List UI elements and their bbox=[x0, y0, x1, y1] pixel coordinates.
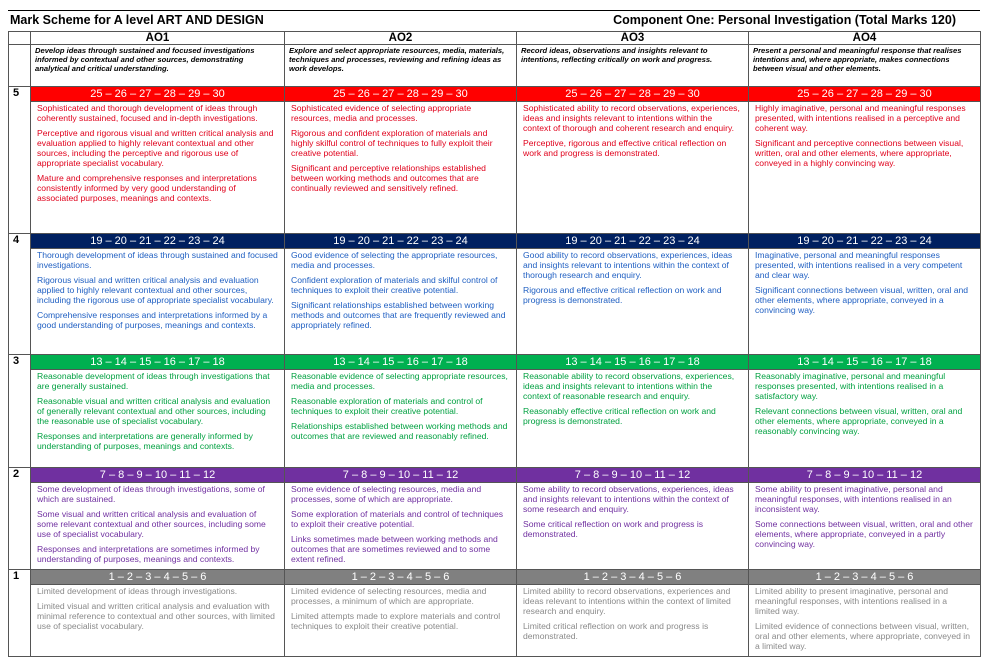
mark-scheme-table bbox=[8, 31, 981, 657]
level-2-marks-row bbox=[9, 468, 981, 483]
level-1-criteria-row bbox=[9, 585, 981, 657]
objective-header-row bbox=[9, 32, 981, 45]
criteria-text: Some exploration of materials and control of techniques to exploit their creative potential. bbox=[291, 509, 504, 529]
criteria-cell-ao1 bbox=[31, 483, 285, 570]
mark-range-ao4: 13 – 14 – 15 – 16 – 17 – 18 bbox=[749, 355, 981, 370]
criteria-text: Limited evidence of connections between visual, written, oral and other elements, where appropriate, conveyed in a limited way. bbox=[755, 621, 970, 651]
level-3-marks-row bbox=[9, 355, 981, 370]
criteria-cell-ao1 bbox=[31, 370, 285, 468]
criteria-text: Links sometimes made between working methods and outcomes that are sometimes reviewed and to some extent refined. bbox=[291, 534, 498, 564]
mark-range-ao4: 1 – 2 – 3 – 4 – 5 – 6 bbox=[749, 570, 981, 585]
criteria-cell-ao4 bbox=[749, 585, 981, 657]
criteria-text: Some critical reflection on work and progress is demonstrated. bbox=[523, 519, 704, 539]
criteria-text: Limited ability to record observations, experiences and ideas relevant to intentions within the context of limited research and enquiry. bbox=[523, 586, 731, 616]
level-number: 4 bbox=[9, 234, 31, 355]
criteria-text: Significant and perceptive relationships established between working methods and outcomes that are continually reviewed and sensitively refined. bbox=[291, 163, 486, 193]
criteria-text: Limited attempts made to explore materials and control techniques to exploit their creative potential. bbox=[291, 611, 501, 631]
criteria-text: Limited ability to present imaginative, personal and meaningful responses, with intentions realised in a limited way. bbox=[755, 586, 948, 616]
objective-description-row bbox=[9, 45, 981, 87]
component-title: Component One: Personal Investigation (Total Marks 120) bbox=[613, 13, 956, 27]
criteria-text: Thorough development of ideas through sustained and focused investigations. bbox=[37, 250, 278, 270]
criteria-text: Relationships established between working methods and outcomes that are reviewed and reasonably refined. bbox=[291, 421, 508, 441]
objective-description-ao3: Record ideas, observations and insights relevant to intentions, reflecting critically on work and progress. bbox=[517, 45, 749, 87]
mark-range-ao1: 7 – 8 – 9 – 10 – 11 – 12 bbox=[31, 468, 285, 483]
mark-range-ao2: 19 – 20 – 21 – 22 – 23 – 24 bbox=[285, 234, 517, 249]
criteria-text: Significant relationships established between working methods and outcomes that are frequently reviewed and appropriately refined. bbox=[291, 300, 506, 330]
objective-description-ao1: Develop ideas through sustained and focused investigations informed by contextual and other sources, demonstrating analytical and critical understanding. bbox=[31, 45, 285, 87]
mark-range-ao2: 7 – 8 – 9 – 10 – 11 – 12 bbox=[285, 468, 517, 483]
corner-cell bbox=[9, 32, 31, 45]
objective-code-ao1: AO1 bbox=[31, 32, 285, 45]
criteria-text: Responses and interpretations are sometimes informed by understanding of purposes, meanings and contexts. bbox=[37, 544, 260, 564]
criteria-cell-ao4 bbox=[749, 249, 981, 355]
criteria-cell-ao4 bbox=[749, 483, 981, 570]
objective-description-ao4: Present a personal and meaningful response that realises intentions and, where appropriate, makes connections between visual and other elements. bbox=[749, 45, 981, 87]
criteria-text: Some evidence of selecting resources, media and processes, some of which are appropriate. bbox=[291, 484, 482, 504]
criteria-text: Comprehensive responses and interpretations informed by a good understanding of purposes, meanings and contexts. bbox=[37, 310, 268, 330]
criteria-text: Some ability to present imaginative, personal and meaningful responses, with intentions realised in an inconsistent way. bbox=[755, 484, 952, 514]
criteria-text: Good evidence of selecting the appropriate resources, media and processes. bbox=[291, 250, 498, 270]
level-5-marks-row bbox=[9, 87, 981, 102]
criteria-text: Some ability to record observations, experiences, ideas and insights relevant to intentions within the context of some research and enquiry. bbox=[523, 484, 734, 514]
criteria-cell-ao2 bbox=[285, 483, 517, 570]
objective-code-ao2: AO2 bbox=[285, 32, 517, 45]
mark-range-ao3: 7 – 8 – 9 – 10 – 11 – 12 bbox=[517, 468, 749, 483]
criteria-cell-ao3 bbox=[517, 370, 749, 468]
criteria-text: Sophisticated and thorough development of ideas through coherently sustained, focused and in-depth investigations. bbox=[37, 103, 258, 123]
criteria-text: Rigorous and confident exploration of materials and highly skilful control of techniques to fully exploit their creative potential. bbox=[291, 128, 493, 158]
criteria-text: Responses and interpretations are generally informed by understanding of purposes, meanings and contexts. bbox=[37, 431, 253, 451]
mark-range-ao3: 1 – 2 – 3 – 4 – 5 – 6 bbox=[517, 570, 749, 585]
criteria-text: Mature and comprehensive responses and interpretations consistently informed by very good understanding of associated purposes, meanings and contexts. bbox=[37, 173, 257, 203]
level-number: 3 bbox=[9, 355, 31, 468]
criteria-text: Sophisticated ability to record observations, experiences, ideas and insights relevant to intentions within the context of thorough and coherent research and enquiry. bbox=[523, 103, 740, 133]
mark-range-ao3: 19 – 20 – 21 – 22 – 23 – 24 bbox=[517, 234, 749, 249]
mark-range-ao3: 13 – 14 – 15 – 16 – 17 – 18 bbox=[517, 355, 749, 370]
mark-range-ao1: 1 – 2 – 3 – 4 – 5 – 6 bbox=[31, 570, 285, 585]
criteria-text: Reasonably imaginative, personal and meaningful responses presented, with intentions realised in a satisfactory way. bbox=[755, 371, 946, 401]
criteria-cell-ao1 bbox=[31, 249, 285, 355]
criteria-cell-ao2 bbox=[285, 249, 517, 355]
criteria-cell-ao2 bbox=[285, 585, 517, 657]
criteria-cell-ao2 bbox=[285, 102, 517, 234]
criteria-text: Reasonable exploration of materials and control of techniques to exploit their creative potential. bbox=[291, 396, 483, 416]
mark-range-ao1: 25 – 26 – 27 – 28 – 29 – 30 bbox=[31, 87, 285, 102]
criteria-text: Reasonable evidence of selecting appropriate resources, media and processes. bbox=[291, 371, 508, 391]
criteria-cell-ao3 bbox=[517, 585, 749, 657]
objective-code-ao4: AO4 bbox=[749, 32, 981, 45]
criteria-text: Significant connections between visual, written, oral and other elements, where appropriate, conveyed in a convincing way. bbox=[755, 285, 969, 315]
criteria-cell-ao1 bbox=[31, 102, 285, 234]
criteria-text: Relevant connections between visual, written, oral and other elements, where appropriate, conveyed in a reasonably convincing way. bbox=[755, 406, 963, 436]
objective-description-ao2: Explore and select appropriate resources, media, materials, techniques and processes, reviewing and refining ideas as work develops. bbox=[285, 45, 517, 87]
mark-range-ao2: 13 – 14 – 15 – 16 – 17 – 18 bbox=[285, 355, 517, 370]
mark-range-ao3: 25 – 26 – 27 – 28 – 29 – 30 bbox=[517, 87, 749, 102]
criteria-cell-ao3 bbox=[517, 249, 749, 355]
criteria-text: Limited visual and written critical analysis and evaluation with minimal reference to contextual and other sources, with limited use of specialist vocabulary. bbox=[37, 601, 275, 631]
mark-range-ao4: 7 – 8 – 9 – 10 – 11 – 12 bbox=[749, 468, 981, 483]
level-3-criteria-row bbox=[9, 370, 981, 468]
criteria-cell-ao4 bbox=[749, 370, 981, 468]
criteria-text: Reasonably effective critical reflection on work and progress is demonstrated. bbox=[523, 406, 716, 426]
criteria-text: Some visual and written critical analysis and evaluation of some relevant contextual and other sources, including some use of specialist vocabulary. bbox=[37, 509, 266, 539]
objective-code-ao3: AO3 bbox=[517, 32, 749, 45]
criteria-cell-ao3 bbox=[517, 483, 749, 570]
mark-range-ao4: 19 – 20 – 21 – 22 – 23 – 24 bbox=[749, 234, 981, 249]
criteria-text: Reasonable development of ideas through investigations that are generally sustained. bbox=[37, 371, 270, 391]
criteria-text: Perceptive and rigorous visual and written critical analysis and evaluation applied to highly relevant contextual and other sources, including the perceptive and rigorous use of appropriate specialist vocabulary. bbox=[37, 128, 274, 168]
criteria-cell-ao2 bbox=[285, 370, 517, 468]
criteria-text: Perceptive, rigorous and effective critical reflection on work and progress is demonstrated. bbox=[523, 138, 727, 158]
criteria-text: Rigorous and effective critical reflection on work and progress is demonstrated. bbox=[523, 285, 722, 305]
mark-range-ao4: 25 – 26 – 27 – 28 – 29 – 30 bbox=[749, 87, 981, 102]
criteria-text: Limited development of ideas through investigations. bbox=[37, 586, 238, 596]
criteria-text: Some development of ideas through investigations, some of which are sustained. bbox=[37, 484, 265, 504]
criteria-text: Good ability to record observations, experiences, ideas and insights relevant to intentions within the context of thorough research and enquiry. bbox=[523, 250, 733, 280]
criteria-text: Limited evidence of selecting resources, media and processes, a minimum of which are appropriate. bbox=[291, 586, 487, 606]
criteria-cell-ao4 bbox=[749, 102, 981, 234]
mark-scheme-page bbox=[8, 10, 980, 657]
criteria-text: Rigorous visual and written critical analysis and evaluation applied to highly relevant contextual and other sources, including the rigorous use of appropriate specialist vocabulary. bbox=[37, 275, 274, 305]
criteria-cell-ao3 bbox=[517, 102, 749, 234]
criteria-cell-ao1 bbox=[31, 585, 285, 657]
criteria-text: Highly imaginative, personal and meaningful responses presented, with intentions realised in a perceptive and coherent way. bbox=[755, 103, 966, 133]
mark-range-ao1: 19 – 20 – 21 – 22 – 23 – 24 bbox=[31, 234, 285, 249]
criteria-text: Confident exploration of materials and skilful control of techniques to exploit their creative potential. bbox=[291, 275, 498, 295]
criteria-text: Reasonable ability to record observations, experiences, ideas and insights relevant to intentions within the context of reasonable research and enquiry. bbox=[523, 371, 735, 401]
level-4-marks-row bbox=[9, 234, 981, 249]
level-5-criteria-row bbox=[9, 102, 981, 234]
criteria-text: Limited critical reflection on work and progress is demonstrated. bbox=[523, 621, 709, 641]
mark-range-ao1: 13 – 14 – 15 – 16 – 17 – 18 bbox=[31, 355, 285, 370]
level-number: 1 bbox=[9, 570, 31, 657]
level-1-marks-row bbox=[9, 570, 981, 585]
criteria-text: Reasonable visual and written critical analysis and evaluation of generally relevant contextual and other sources, including the reasonable use of specialist vocabulary. bbox=[37, 396, 271, 426]
criteria-text: Significant and perceptive connections between visual, written, oral and other elements, where appropriate, conveyed in a highly convincing way. bbox=[755, 138, 964, 168]
criteria-text: Sophisticated evidence of selecting appropriate resources, media and processes. bbox=[291, 103, 472, 123]
page-title: Mark Scheme for A level ART AND DESIGN bbox=[10, 13, 264, 27]
criteria-text: Imaginative, personal and meaningful responses presented, with intentions realised in a very competent and clear way. bbox=[755, 250, 963, 280]
level-4-criteria-row bbox=[9, 249, 981, 355]
mark-range-ao2: 1 – 2 – 3 – 4 – 5 – 6 bbox=[285, 570, 517, 585]
corner-cell bbox=[9, 45, 31, 87]
page-header bbox=[8, 10, 980, 31]
level-2-criteria-row bbox=[9, 483, 981, 570]
level-number: 2 bbox=[9, 468, 31, 570]
level-number: 5 bbox=[9, 87, 31, 234]
mark-range-ao2: 25 – 26 – 27 – 28 – 29 – 30 bbox=[285, 87, 517, 102]
criteria-text: Some connections between visual, written, oral and other elements, where appropriate, conveyed in a partly convincing way. bbox=[755, 519, 973, 549]
